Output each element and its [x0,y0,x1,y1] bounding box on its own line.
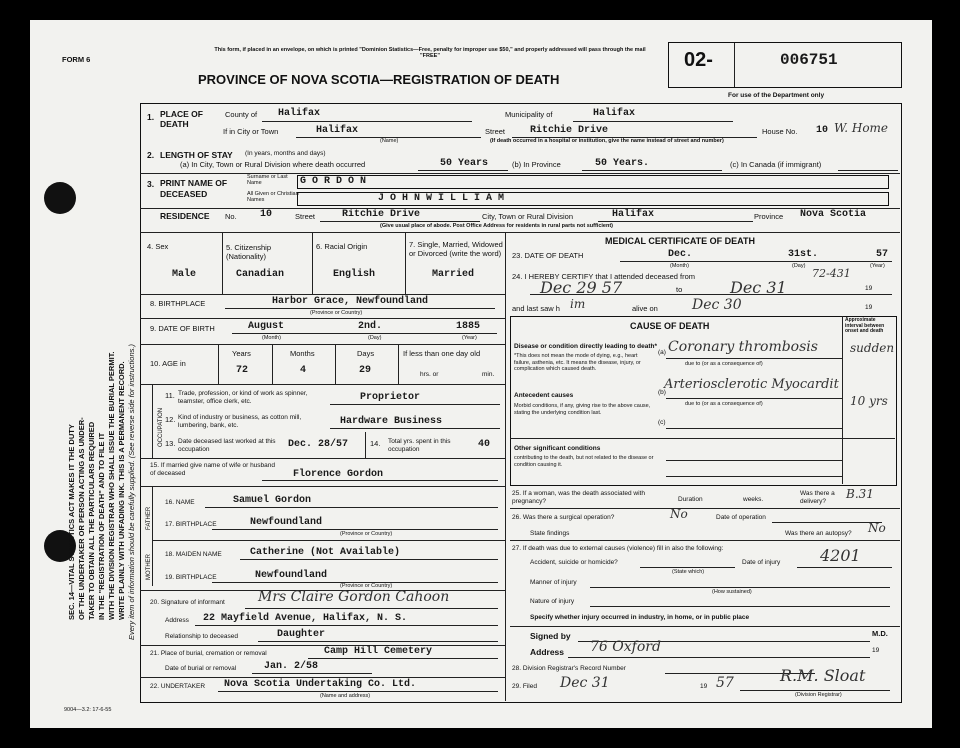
city-value: Halifax [316,125,359,136]
medical-certificate-heading: MEDICAL CERTIFICATE OF DEATH [605,236,755,246]
informant-address-value: 22 Mayfield Avenue, Halifax, N. S. [203,613,408,624]
mother-birthplace-value: Newfoundland [255,570,328,581]
house-number-value: 10 [816,125,829,136]
dob-year-value: 1885 [456,321,481,332]
father-section-label: FATHER [146,506,152,530]
cause-a-interval: sudden [850,341,895,355]
death-street-value: Ritchie Drive [530,125,609,136]
residence-label: RESIDENCE [160,211,210,221]
county-value: Halifax [278,108,321,119]
death-year-value: 57 [876,249,889,260]
dept-use-note: For use of the Department only [728,92,825,99]
side-instruction-1: SEC. 14—VITAL STATISTICS ACT MAKES IT THE DUTY [67,424,76,620]
undertaker-value: Nova Scotia Undertaking Co. Ltd. [224,679,417,690]
occupation-industry-value: Hardware Business [340,416,443,427]
burial-date-value: Jan. 2/58 [264,661,319,672]
print-name-label: PRINT NAME OF DECEASED [160,178,228,199]
residence-number: 10 [260,209,273,220]
delivery-hand: B.31 [846,487,874,501]
municipality-value: Halifax [593,108,636,119]
father-birthplace-value: Newfoundland [250,517,323,528]
registrar-signature: R.M. Sloat [780,666,866,685]
form-number: FORM 6 [62,55,91,64]
sex-value: Male [172,269,197,280]
occupation-trade-value: Proprietor [360,392,421,403]
burial-place-value: Camp Hill Cemetery [324,646,433,657]
age-years-value: 72 [236,365,249,376]
footer-code: 9004—3.2: 17-6-55 [64,707,112,713]
last-saw-hand: im [570,297,586,311]
cause-b-hand: Arteriosclerotic Myocardit [664,377,839,392]
stay-province-value: 50 Years. [595,158,650,169]
side-instruction-5: WITH THE DIVISION REGISTRAR WHO SHALL ISSUE THE BURIAL PERMIT. [107,351,116,620]
birthplace-value: Harbor Grace, Newfoundland [272,296,429,307]
age-days-value: 29 [359,365,372,376]
death-day-value: 31st. [788,249,819,260]
marital-status-value: Married [432,269,475,280]
father-name-value: Samuel Gordon [233,495,312,506]
residence-street: Ritchie Drive [342,209,421,220]
mailing-notice: This form, if placed in an envelope, on which is printed "Dominion Statistics—Free, penalty for improper use $50," and properly addressed will pass through the mail "FREE" [214,47,646,59]
cause-b-interval: 10 yrs [850,394,888,408]
total-years-value: 40 [478,439,491,450]
attended-from-hand: Dec 29 57 [540,278,623,297]
signer-address-hand: 76 Oxford [590,639,661,655]
attended-to-hand: Dec 31 [730,278,787,297]
house-handwritten-note: W. Home [834,121,889,135]
dob-day-value: 2nd. [358,321,383,332]
place-of-death-label: PLACE OF DEATH [160,109,203,129]
side-instruction-6: WRITE PLAINLY WITH UNFADING INK. THIS IS A PERMANENT RECORD. [117,361,126,620]
filed-date-hand: Dec 31 [560,675,610,691]
side-instruction-7: Every item of information should be carefully supplied. (See reverse side for instructions.) [127,344,136,640]
spouse-value: Florence Gordon [293,469,384,480]
surname-value: G O R D O N [300,176,367,187]
citizenship-value: Canadian [236,269,285,280]
mother-name-value: Catherine (Not Available) [250,547,401,558]
side-instruction-3: TAKER TO OBTAIN ALL THE PARTICULARS REQUIRED [87,421,96,620]
racial-origin-value: English [333,269,376,280]
residence-province: Nova Scotia [800,209,867,220]
side-instruction-2: OF THE UNDERTAKER OR PERSON ACTING AS UNDER- [77,417,86,620]
stay-city-value: 50 Years [440,158,489,169]
last-worked-value: Dec. 28/57 [288,439,349,450]
form-title: PROVINCE OF NOVA SCOTIA—REGISTRATION OF DEATH [198,72,560,87]
alive-on-hand: Dec 30 [692,297,742,313]
occupation-section-label: OCCUPATION [158,407,164,447]
registration-number: 006751 [780,51,838,69]
filed-year-hand: 57 [716,675,734,691]
death-month-value: Dec. [668,249,693,260]
informant-relationship-value: Daughter [277,629,326,640]
registration-prefix: 02- [684,49,713,71]
age-months-value: 4 [300,365,307,376]
attended-margin-note: 72-431 [812,267,851,280]
external-margin-hand: 4201 [820,546,861,565]
punch-hole-top [44,182,76,214]
given-names-value: J O H N W I L L I A M [378,193,505,204]
dob-month-value: August [248,321,285,332]
residence-city: Halifax [612,209,655,220]
cause-a-hand: Coronary thrombosis [668,339,818,355]
surgical-hand: No [670,507,688,521]
side-instruction-4: IN THE "REGISTRATION OF DEATH" AND TO FILE IT [97,432,106,620]
informant-signature: Mrs Claire Gordon Cahoon [258,589,450,605]
mother-section-label: MOTHER [146,554,152,580]
autopsy-hand: No [868,521,886,535]
